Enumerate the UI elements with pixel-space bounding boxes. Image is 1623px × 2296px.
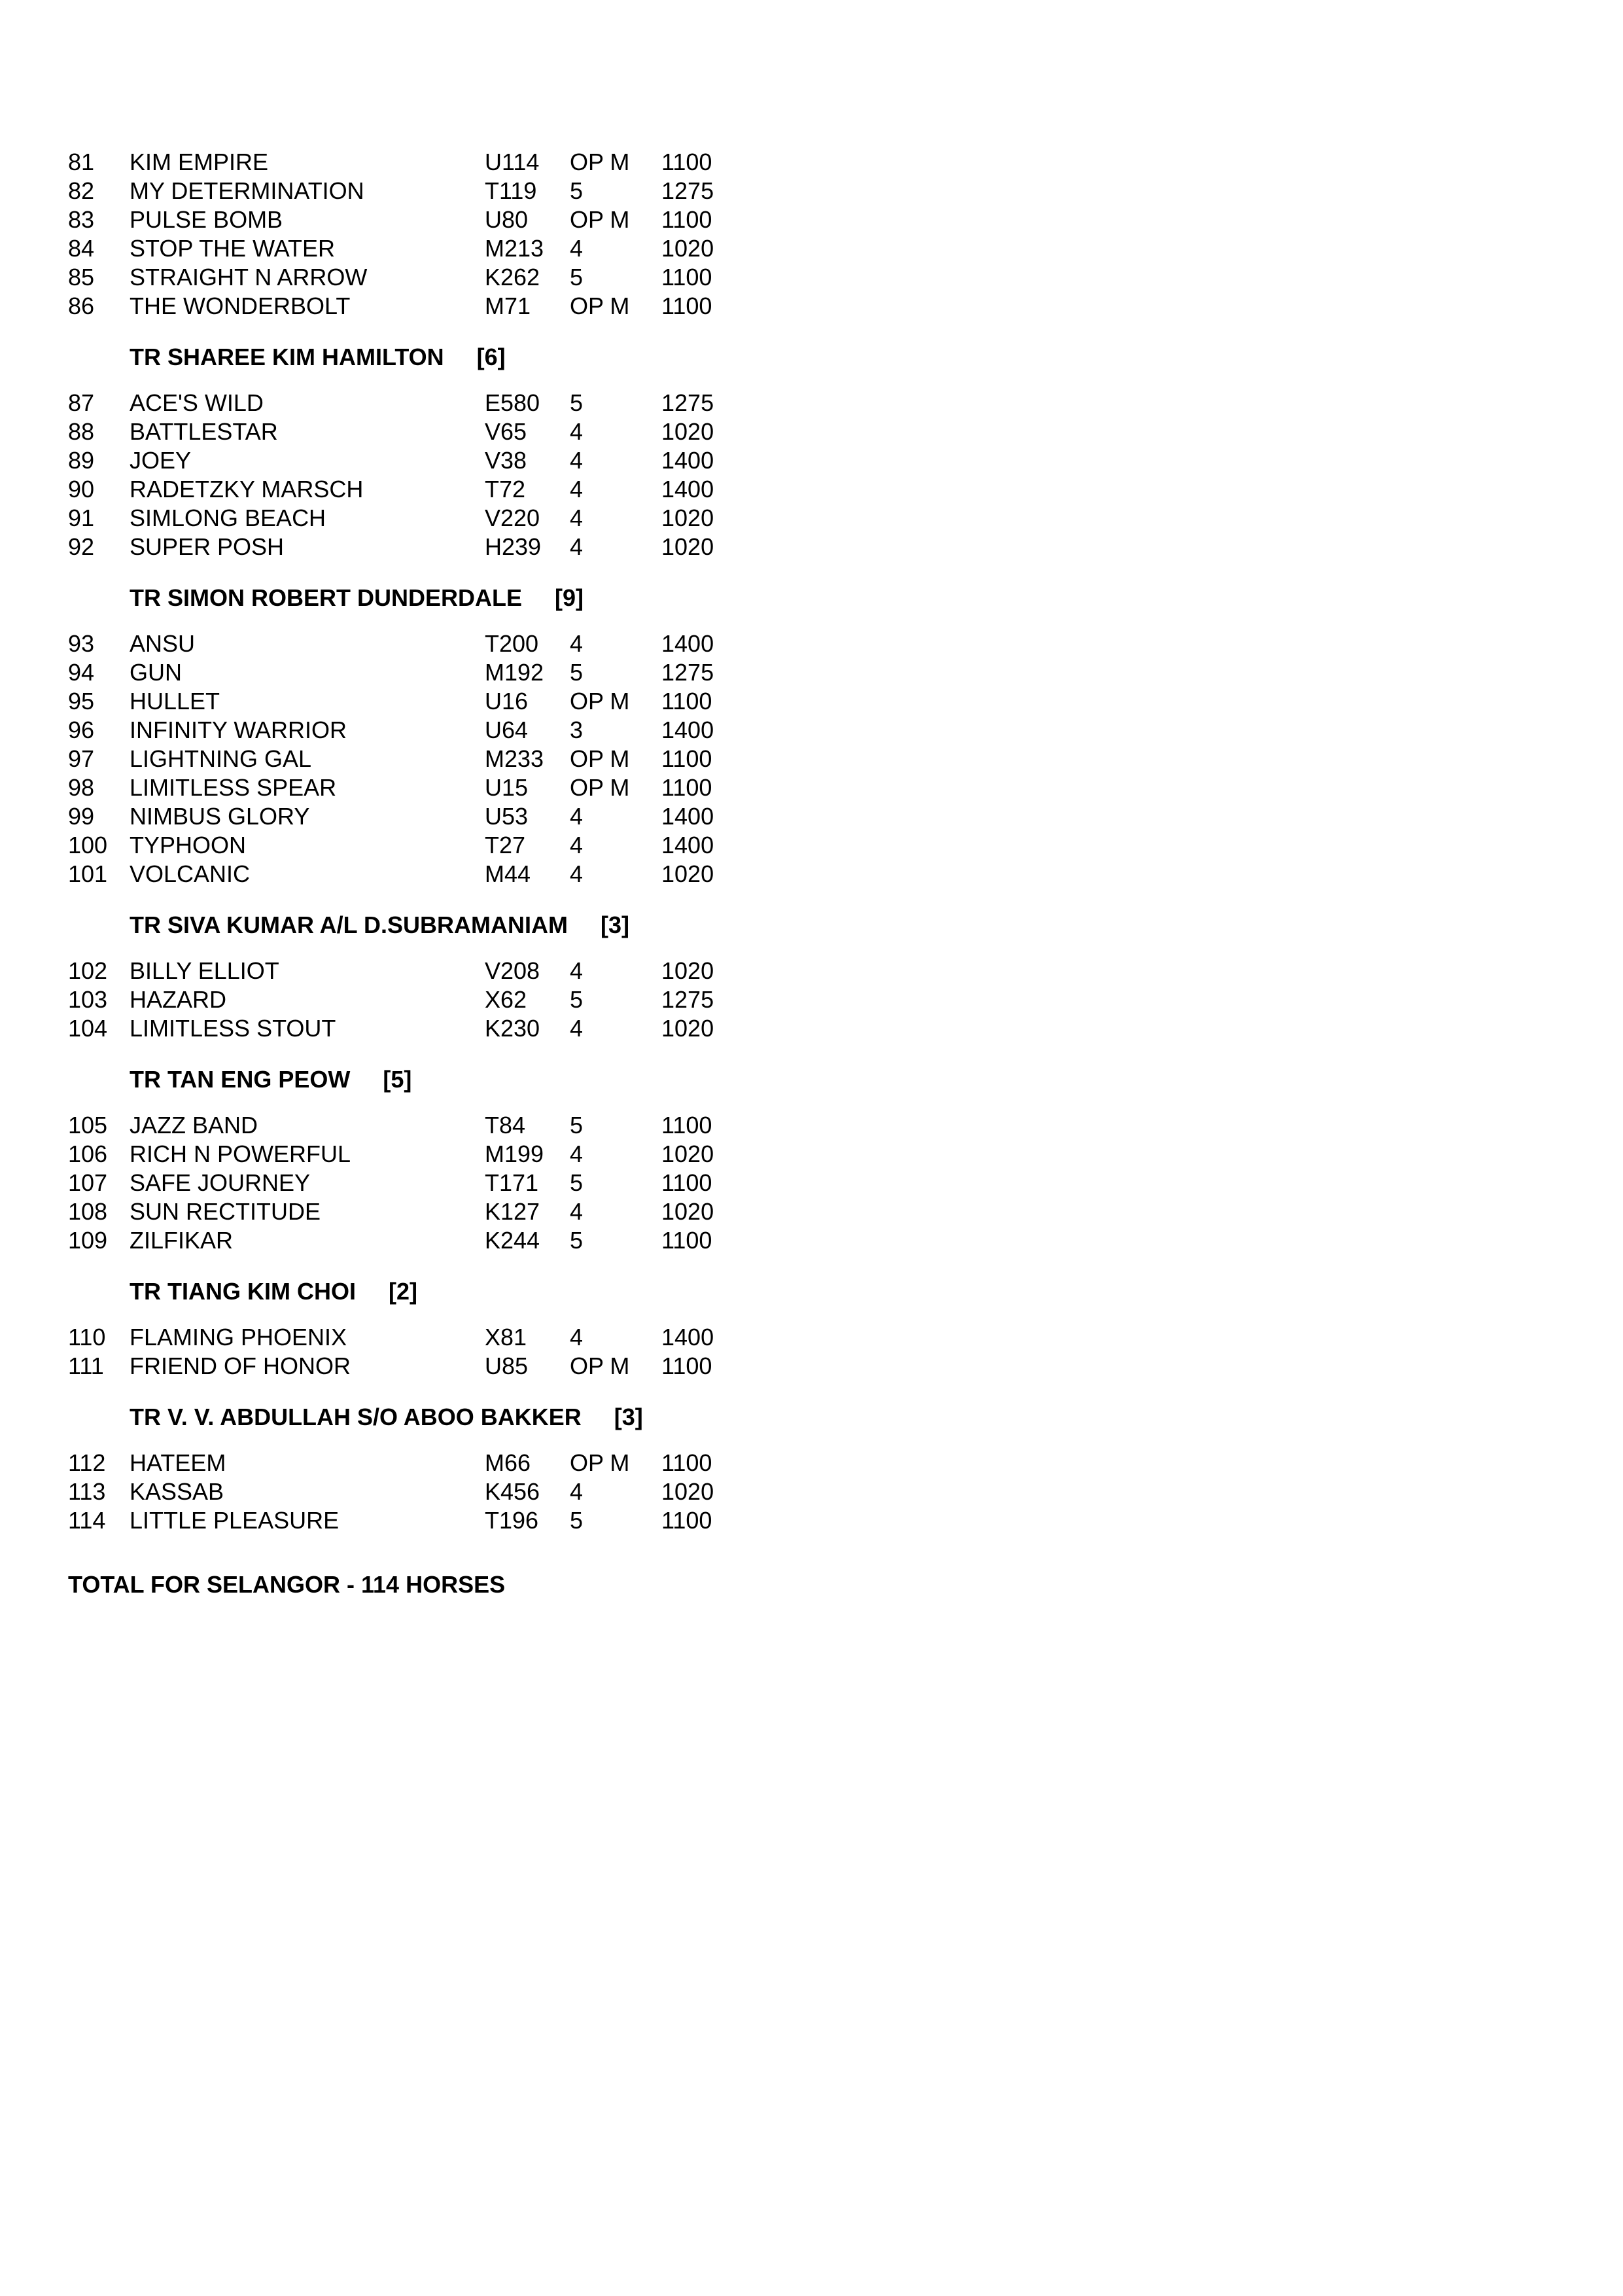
- trainer-horse-count: [3]: [614, 1404, 643, 1430]
- horse-name: STOP THE WATER: [130, 235, 336, 262]
- horse-number: 88: [68, 418, 95, 445]
- trainer-horse-count: [6]: [476, 344, 506, 370]
- horse-code: K244: [485, 1227, 540, 1254]
- horse-distance: 1400: [661, 832, 714, 858]
- horse-age: 5: [570, 1227, 584, 1254]
- horse-age: 5: [570, 177, 584, 204]
- horse-distance: 1275: [661, 177, 714, 204]
- horse-number: 95: [68, 688, 95, 715]
- horse-distance: 1100: [661, 1352, 712, 1379]
- horse-number: 97: [68, 745, 95, 772]
- trainer-heading: [68, 343, 788, 372]
- horse-name: KASSAB: [130, 1478, 224, 1505]
- total-line: TOTAL FOR SELANGOR - 114 HORSES: [68, 1571, 506, 1598]
- horse-age: 4: [570, 1015, 584, 1042]
- horse-name: FRIEND OF HONOR: [130, 1352, 351, 1379]
- horse-code: V220: [485, 504, 540, 531]
- horse-age: 3: [570, 716, 584, 743]
- horse-number: 89: [68, 447, 95, 474]
- horse-age: 4: [570, 504, 584, 531]
- horse-age: 5: [570, 659, 584, 686]
- horse-name: LIMITLESS STOUT: [130, 1015, 336, 1042]
- horse-name: SAFE JOURNEY: [130, 1169, 311, 1196]
- horse-code: U64: [485, 716, 529, 743]
- horse-code: T84: [485, 1112, 526, 1139]
- horse-code: V208: [485, 957, 540, 984]
- horse-age: OP M: [570, 1449, 630, 1476]
- horse-row: [68, 658, 788, 687]
- horse-code: M213: [485, 235, 544, 262]
- horse-age: 4: [570, 447, 584, 474]
- horse-age: 5: [570, 264, 584, 291]
- horse-code: V38: [485, 447, 527, 474]
- horse-name: ACE'S WILD: [130, 389, 264, 416]
- horse-distance: 1275: [661, 986, 714, 1013]
- horse-name: MY DETERMINATION: [130, 177, 364, 204]
- horse-age: 5: [570, 1169, 584, 1196]
- trainer-name: TR SHAREE KIM HAMILTON: [130, 344, 444, 370]
- horse-number: 91: [68, 504, 95, 531]
- horse-name: HAZARD: [130, 986, 227, 1013]
- horse-code: M44: [485, 860, 531, 887]
- horse-code: H239: [485, 533, 542, 560]
- horse-row: [68, 1169, 788, 1197]
- horse-distance: 1020: [661, 235, 714, 262]
- horse-distance: 1400: [661, 476, 714, 503]
- horse-row: [68, 1140, 788, 1169]
- horse-row: [68, 773, 788, 802]
- horse-age: OP M: [570, 292, 630, 319]
- horse-row: [68, 1111, 788, 1140]
- horse-age: OP M: [570, 149, 630, 175]
- trainer-name: TR TIANG KIM CHOI: [130, 1278, 356, 1305]
- horse-number: 109: [68, 1227, 108, 1254]
- horse-name: GUN: [130, 659, 182, 686]
- trainer-heading: [68, 1277, 788, 1306]
- horse-age: 4: [570, 476, 584, 503]
- horse-row: [68, 148, 788, 177]
- horse-row: [68, 1226, 788, 1255]
- horse-code: K262: [485, 264, 540, 291]
- horse-distance: 1100: [661, 1169, 712, 1196]
- horse-code: K230: [485, 1015, 540, 1042]
- horse-number: 92: [68, 533, 95, 560]
- horse-number: 98: [68, 774, 95, 801]
- horse-row: [68, 831, 788, 860]
- horse-number: 107: [68, 1169, 108, 1196]
- horse-age: 5: [570, 389, 584, 416]
- horse-number: 108: [68, 1198, 108, 1225]
- horse-code: T119: [485, 177, 537, 204]
- horse-row: [68, 504, 788, 533]
- horse-distance: 1400: [661, 1324, 714, 1351]
- horse-distance: 1100: [661, 688, 712, 715]
- trainer-horse-count: [3]: [600, 911, 629, 938]
- horse-number: 103: [68, 986, 108, 1013]
- horse-distance: 1400: [661, 716, 714, 743]
- horse-distance: 1100: [661, 264, 712, 291]
- horse-number: 111: [68, 1352, 104, 1379]
- horse-row: [68, 687, 788, 716]
- horse-number: 93: [68, 630, 95, 657]
- horse-number: 110: [68, 1324, 106, 1351]
- horse-code: M233: [485, 745, 544, 772]
- horse-name: SIMLONG BEACH: [130, 504, 326, 531]
- trainer-horse-count: [2]: [388, 1278, 417, 1305]
- horse-number: 85: [68, 264, 95, 291]
- horse-age: 4: [570, 533, 584, 560]
- horse-number: 112: [68, 1449, 106, 1476]
- horse-row: [68, 1352, 788, 1381]
- horse-code: M192: [485, 659, 544, 686]
- trainer-heading: [68, 1403, 788, 1432]
- horse-code: M66: [485, 1449, 531, 1476]
- horse-name: SUN RECTITUDE: [130, 1198, 321, 1225]
- horse-name: PULSE BOMB: [130, 206, 283, 233]
- horse-code: V65: [485, 418, 527, 445]
- horse-distance: 1020: [661, 504, 714, 531]
- horse-number: 96: [68, 716, 95, 743]
- trainer-heading: [68, 911, 788, 940]
- horse-number: 86: [68, 292, 95, 319]
- horse-row: [68, 205, 788, 234]
- horse-name: SUPER POSH: [130, 533, 285, 560]
- horse-code: U85: [485, 1352, 529, 1379]
- horse-number: 100: [68, 832, 108, 858]
- horse-number: 84: [68, 235, 95, 262]
- horse-name: FLAMING PHOENIX: [130, 1324, 347, 1351]
- horse-distance: 1400: [661, 447, 714, 474]
- horse-age: 4: [570, 1478, 584, 1505]
- horse-distance: 1020: [661, 533, 714, 560]
- horse-distance: 1100: [661, 1227, 712, 1254]
- horse-code: T200: [485, 630, 539, 657]
- horse-number: 94: [68, 659, 95, 686]
- horse-age: 4: [570, 1324, 584, 1351]
- horse-number: 101: [68, 860, 108, 887]
- horse-row: [68, 446, 788, 475]
- horse-row: [68, 629, 788, 658]
- horse-name: TYPHOON: [130, 832, 247, 858]
- horse-distance: 1100: [661, 292, 712, 319]
- trainer-name: TR SIVA KUMAR A/L D.SUBRAMANIAM: [130, 911, 568, 938]
- horse-code: U16: [485, 688, 529, 715]
- horse-age: OP M: [570, 1352, 630, 1379]
- horse-distance: 1020: [661, 1140, 714, 1167]
- trainer-name: TR V. V. ABDULLAH S/O ABOO BAKKER: [130, 1404, 582, 1430]
- horse-distance: 1100: [661, 1507, 712, 1534]
- horse-code: U114: [485, 149, 540, 175]
- horse-name: ANSU: [130, 630, 196, 657]
- trainer-heading: [68, 584, 788, 612]
- horse-distance: 1020: [661, 1198, 714, 1225]
- horse-row: [68, 1323, 788, 1352]
- horse-age: 5: [570, 986, 584, 1013]
- horse-distance: 1275: [661, 389, 714, 416]
- horse-row: [68, 1449, 788, 1477]
- horse-row: [68, 475, 788, 504]
- horse-code: X62: [485, 986, 527, 1013]
- horse-distance: 1020: [661, 1478, 714, 1505]
- horse-row: [68, 292, 788, 321]
- horse-age: 4: [570, 832, 584, 858]
- horse-number: 104: [68, 1015, 108, 1042]
- horse-list-document: [68, 148, 788, 1599]
- horse-age: 4: [570, 630, 584, 657]
- horse-distance: 1020: [661, 418, 714, 445]
- horse-distance: 1100: [661, 745, 712, 772]
- horse-name: STRAIGHT N ARROW: [130, 264, 368, 291]
- horse-name: INFINITY WARRIOR: [130, 716, 347, 743]
- horse-name: HULLET: [130, 688, 220, 715]
- horse-age: 4: [570, 418, 584, 445]
- horse-age: 4: [570, 235, 584, 262]
- horse-row: [68, 1014, 788, 1043]
- horse-name: KIM EMPIRE: [130, 149, 269, 175]
- horse-code: T72: [485, 476, 526, 503]
- horse-code: U80: [485, 206, 529, 233]
- horse-row: [68, 263, 788, 292]
- horse-age: OP M: [570, 745, 630, 772]
- horse-age: 4: [570, 957, 584, 984]
- horse-age: OP M: [570, 688, 630, 715]
- horse-age: 4: [570, 803, 584, 830]
- horse-row: [68, 985, 788, 1014]
- trainer-horse-count: [9]: [555, 584, 584, 611]
- trainer-heading: [68, 1065, 788, 1094]
- horse-name: VOLCANIC: [130, 860, 251, 887]
- horse-name: RADETZKY MARSCH: [130, 476, 364, 503]
- horse-age: OP M: [570, 206, 630, 233]
- horse-distance: 1100: [661, 149, 712, 175]
- horse-distance: 1100: [661, 206, 712, 233]
- horse-age: 5: [570, 1112, 584, 1139]
- horse-age: 4: [570, 860, 584, 887]
- horse-row: [68, 1506, 788, 1535]
- trainer-name: TR SIMON ROBERT DUNDERDALE: [130, 584, 522, 611]
- horse-number: 102: [68, 957, 108, 984]
- horse-name: BATTLESTAR: [130, 418, 278, 445]
- trainer-name: TR TAN ENG PEOW: [130, 1066, 351, 1093]
- horse-row: [68, 533, 788, 561]
- horse-age: 4: [570, 1140, 584, 1167]
- horse-age: 4: [570, 1198, 584, 1225]
- horse-code: T27: [485, 832, 526, 858]
- horse-code: T196: [485, 1507, 539, 1534]
- horse-distance: 1100: [661, 1449, 712, 1476]
- horse-row: [68, 745, 788, 773]
- horse-row: [68, 860, 788, 889]
- horse-distance: 1100: [661, 774, 712, 801]
- horse-number: 90: [68, 476, 95, 503]
- horse-distance: 1100: [661, 1112, 712, 1139]
- horse-code: E580: [485, 389, 540, 416]
- horse-number: 113: [68, 1478, 106, 1505]
- horse-number: 99: [68, 803, 95, 830]
- horse-name: NIMBUS GLORY: [130, 803, 310, 830]
- horse-name: LIGHTNING GAL: [130, 745, 312, 772]
- horse-name: LITTLE PLEASURE: [130, 1507, 340, 1534]
- horse-row: [68, 1477, 788, 1506]
- horse-number: 82: [68, 177, 95, 204]
- horse-code: M199: [485, 1140, 544, 1167]
- horse-number: 106: [68, 1140, 108, 1167]
- horse-row: [68, 234, 788, 263]
- horse-name: BILLY ELLIOT: [130, 957, 279, 984]
- horse-code: T171: [485, 1169, 539, 1196]
- horse-distance: 1400: [661, 803, 714, 830]
- horse-code: K456: [485, 1478, 540, 1505]
- horse-code: M71: [485, 292, 531, 319]
- horse-age: OP M: [570, 774, 630, 801]
- horse-code: U15: [485, 774, 529, 801]
- horse-code: K127: [485, 1198, 540, 1225]
- horse-number: 87: [68, 389, 95, 416]
- horse-row: [68, 1197, 788, 1226]
- horse-name: THE WONDERBOLT: [130, 292, 351, 319]
- horse-code: U53: [485, 803, 529, 830]
- horse-distance: 1020: [661, 860, 714, 887]
- horse-number: 83: [68, 206, 95, 233]
- horse-number: 81: [68, 149, 95, 175]
- horse-name: HATEEM: [130, 1449, 226, 1476]
- horse-row: [68, 957, 788, 985]
- trainer-horse-count: [5]: [383, 1066, 412, 1093]
- horse-distance: 1400: [661, 630, 714, 657]
- horse-age: 5: [570, 1507, 584, 1534]
- horse-code: X81: [485, 1324, 527, 1351]
- horse-name: JOEY: [130, 447, 192, 474]
- horse-row: [68, 802, 788, 831]
- horse-name: JAZZ BAND: [130, 1112, 258, 1139]
- horse-row: [68, 716, 788, 745]
- horse-name: LIMITLESS SPEAR: [130, 774, 337, 801]
- horse-name: RICH N POWERFUL: [130, 1140, 351, 1167]
- horse-row: [68, 177, 788, 205]
- horse-distance: 1020: [661, 1015, 714, 1042]
- horse-row: [68, 389, 788, 417]
- horse-row: [68, 417, 788, 446]
- horse-name: ZILFIKAR: [130, 1227, 234, 1254]
- horse-number: 114: [68, 1507, 106, 1534]
- horse-distance: 1275: [661, 659, 714, 686]
- horse-number: 105: [68, 1112, 108, 1139]
- horse-distance: 1020: [661, 957, 714, 984]
